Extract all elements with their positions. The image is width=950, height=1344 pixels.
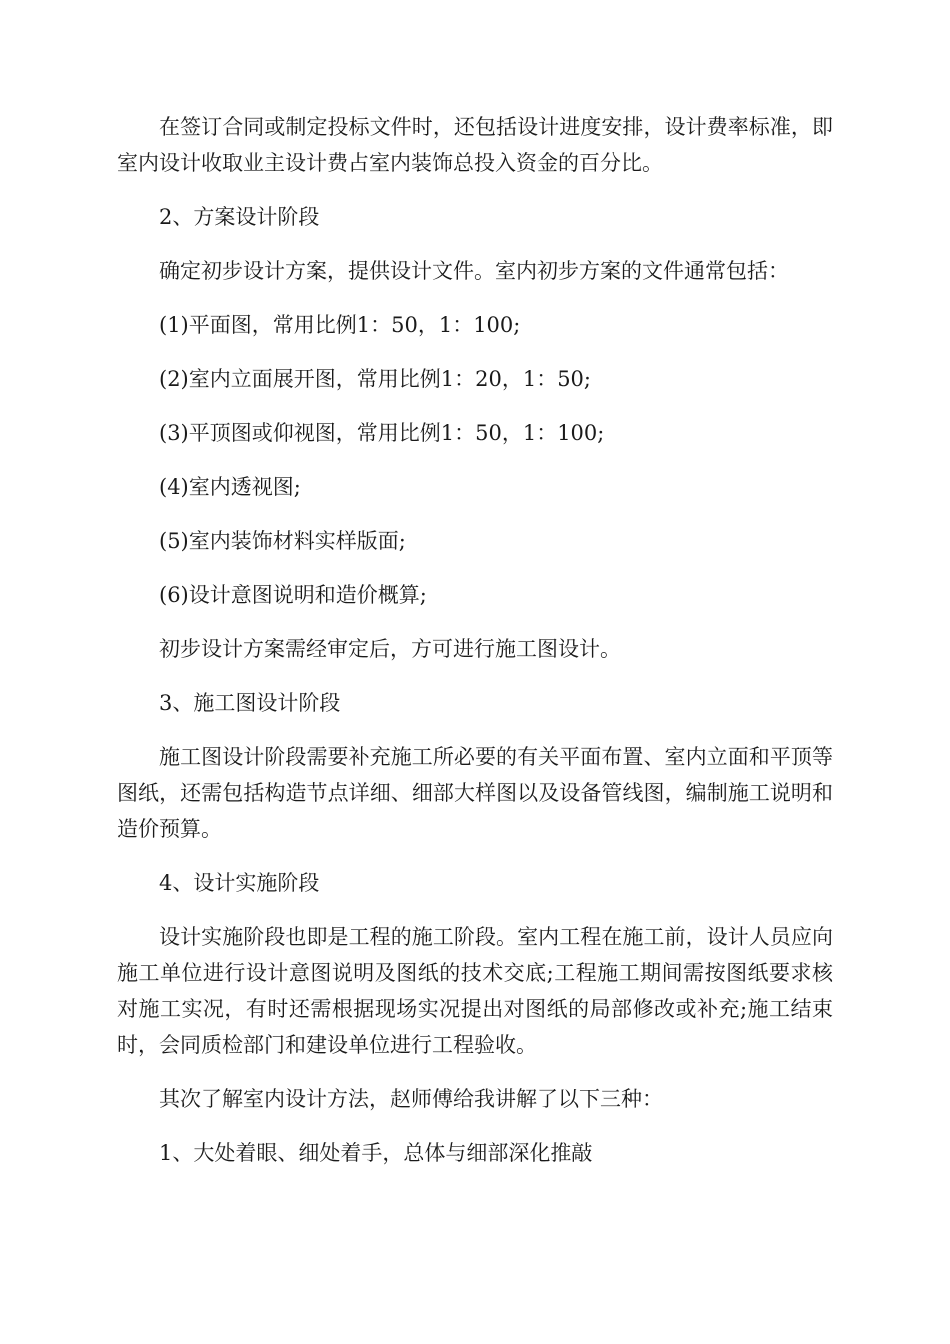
- list-item-material-board: (5)室内装饰材料实样版面;: [159, 529, 406, 553]
- paragraph-design-fee: 在签订合同或制定投标文件时，还包括设计进度安排，设计费率标准，即室内设计收取业主设计费占室内装饰总投入资金的百分比。: [117, 115, 833, 175]
- method-heading-overall-detail: 1、大处着眼、细处着手，总体与细部深化推敲: [159, 1141, 593, 1165]
- document-body: [117, 109, 833, 1171]
- paragraph-implementation: 设计实施阶段也即是工程的施工阶段。室内工程在施工前，设计人员应向施工单位进行设计意图说明及图纸的技术交底;工程施工期间需按图纸要求核对施工实况，有时还需根据现场实况提出对图纸的局部修改或补充;施工结束时，会同质检部门和建设单位进行工程验收。: [117, 925, 833, 1057]
- paragraph-approval: 初步设计方案需经审定后，方可进行施工图设计。: [159, 637, 621, 661]
- paragraph-design-methods: 其次了解室内设计方法，赵师傅给我讲解了以下三种：: [159, 1087, 663, 1111]
- list-item-ceiling-plan: (3)平顶图或仰视图，常用比例1：50，1：100;: [159, 421, 605, 445]
- section-heading-implementation: 4、设计实施阶段: [159, 871, 320, 895]
- section-heading-construction-drawings: 3、施工图设计阶段: [159, 691, 341, 715]
- section-heading-scheme-design: 2、方案设计阶段: [159, 205, 320, 229]
- paragraph-preliminary-scheme: 确定初步设计方案，提供设计文件。室内初步方案的文件通常包括：: [159, 259, 789, 283]
- list-item-perspective: (4)室内透视图;: [159, 475, 301, 499]
- paragraph-construction-drawings: 施工图设计阶段需要补充施工所必要的有关平面布置、室内立面和平顶等图纸，还需包括构造节点详细、细部大样图以及设备管线图，编制施工说明和造价预算。: [117, 745, 833, 841]
- list-item-floor-plan: (1)平面图，常用比例1：50，1：100;: [159, 313, 521, 337]
- list-item-elevation: (2)室内立面展开图，常用比例1：20，1：50;: [159, 367, 591, 391]
- list-item-cost-estimate: (6)设计意图说明和造价概算;: [159, 583, 427, 607]
